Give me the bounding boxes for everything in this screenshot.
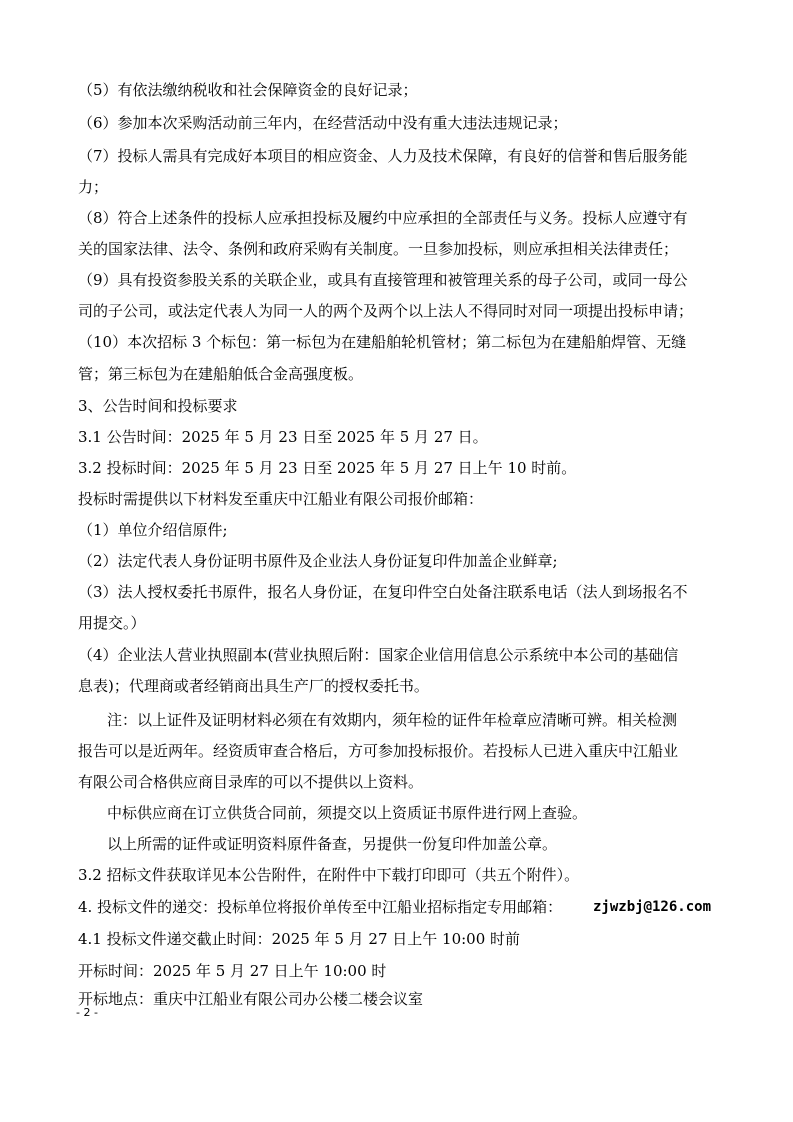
text-line: 息表)；代理商或者经销商出具生产厂的授权委托书。 — [78, 677, 429, 695]
text-line: 投标时需提供以下材料发至重庆中江船业有限公司报价邮箱： — [78, 490, 484, 508]
text-line: 开标时间：2025 年 5 月 27 日上午 10:00 时 — [78, 962, 387, 980]
text-line: 中标供应商在订立供货合同前，须提交以上资质证书原件进行网上查验。 — [107, 804, 588, 822]
text-line: （1）单位介绍信原件; — [78, 521, 228, 539]
text-line: （6）参加本次采购活动前三年内，在经营活动中没有重大违法违规记录； — [78, 114, 568, 132]
text-line: 3.1 公告时间：2025 年 5 月 23 日至 2025 年 5 月 27 日。 — [78, 428, 488, 446]
text-line: （8）符合上述条件的投标人应承担投标及履约中应承担的全部责任与义务。投标人应遵守有 — [78, 209, 688, 227]
text-line: 有限公司合格供应商目录库的可以不提供以上资料。 — [78, 773, 424, 791]
text-line: （9）具有投资参股关系的关联企业，或具有直接管理和被管理关系的母子公司，或同一母公 — [78, 271, 688, 289]
text-line: 开标地点：重庆中江船业有限公司办公楼二楼会议室 — [78, 990, 424, 1008]
text-line: 用提交。） — [78, 614, 146, 632]
text-line: 报告可以是近两年。经资质审查合格后，方可参加投标报价。若投标人已进入重庆中江船业 — [78, 742, 679, 760]
text-line: 3.2 招标文件获取详见本公告附件，在附件中下载打印即可（共五个附件）。 — [78, 866, 580, 884]
text-line: 3.2 投标时间：2025 年 5 月 23 日至 2025 年 5 月 27 日上午 10 时前。 — [78, 459, 577, 477]
text-line: 关的国家法律、法令、条例和政府采购有关制度。一旦参加投标，则应承担相关法律责任； — [78, 240, 679, 258]
text-line: 管；第三标包为在建船舶低合金高强度板。 — [78, 365, 364, 383]
text-line: （2）法定代表人身份证明书原件及企业法人身份证复印件加盖企业鲜章; — [78, 552, 558, 570]
note-line: 注：以上证件及证明材料必须在有效期内，须年检的证件年检章应清晰可辨。相关检测 — [107, 711, 678, 729]
text-line: （4）企业法人营业执照副本(营业执照后附：国家企业信用信息公示系统中本公司的基础信 — [78, 646, 679, 664]
text-line: 司的子公司，或法定代表人为同一人的两个及两个以上法人不得同时对同一项提出投标申请； — [78, 302, 694, 320]
text-line: （3）法人授权委托书原件，报名人身份证，在复印件空白处备注联系电话（法人到场报名不 — [78, 583, 688, 601]
text-line: 以上所需的证件或证明资料原件备查，另提供一份复印件加盖公章。 — [107, 835, 558, 853]
text-line: （7）投标人需具有完成好本项目的相应资金、人力及技术保障，有良好的信誉和售后服务能 — [78, 147, 688, 165]
text-line: 4. 投标文件的递交：投标单位将报价单传至中江船业招标指定专用邮箱： — [78, 898, 563, 916]
text-line: （10）本次招标 3 个标包：第一标包为在建船舶轮机管材；第二标包为在建船舶焊管、无缝 — [78, 333, 687, 351]
text-line: 4.1 投标文件递交截止时间：2025 年 5 月 27 日上午 10:00 时前 — [78, 930, 521, 948]
email-address: zjwzbj@126.com — [593, 899, 712, 915]
text-line: （5）有依法缴纳税收和社会保障资金的良好记录； — [78, 81, 418, 99]
text-line: 力； — [78, 178, 109, 196]
page-number: - 2 - — [76, 1006, 98, 1019]
section-heading: 3、公告时间和投标要求 — [78, 397, 238, 415]
